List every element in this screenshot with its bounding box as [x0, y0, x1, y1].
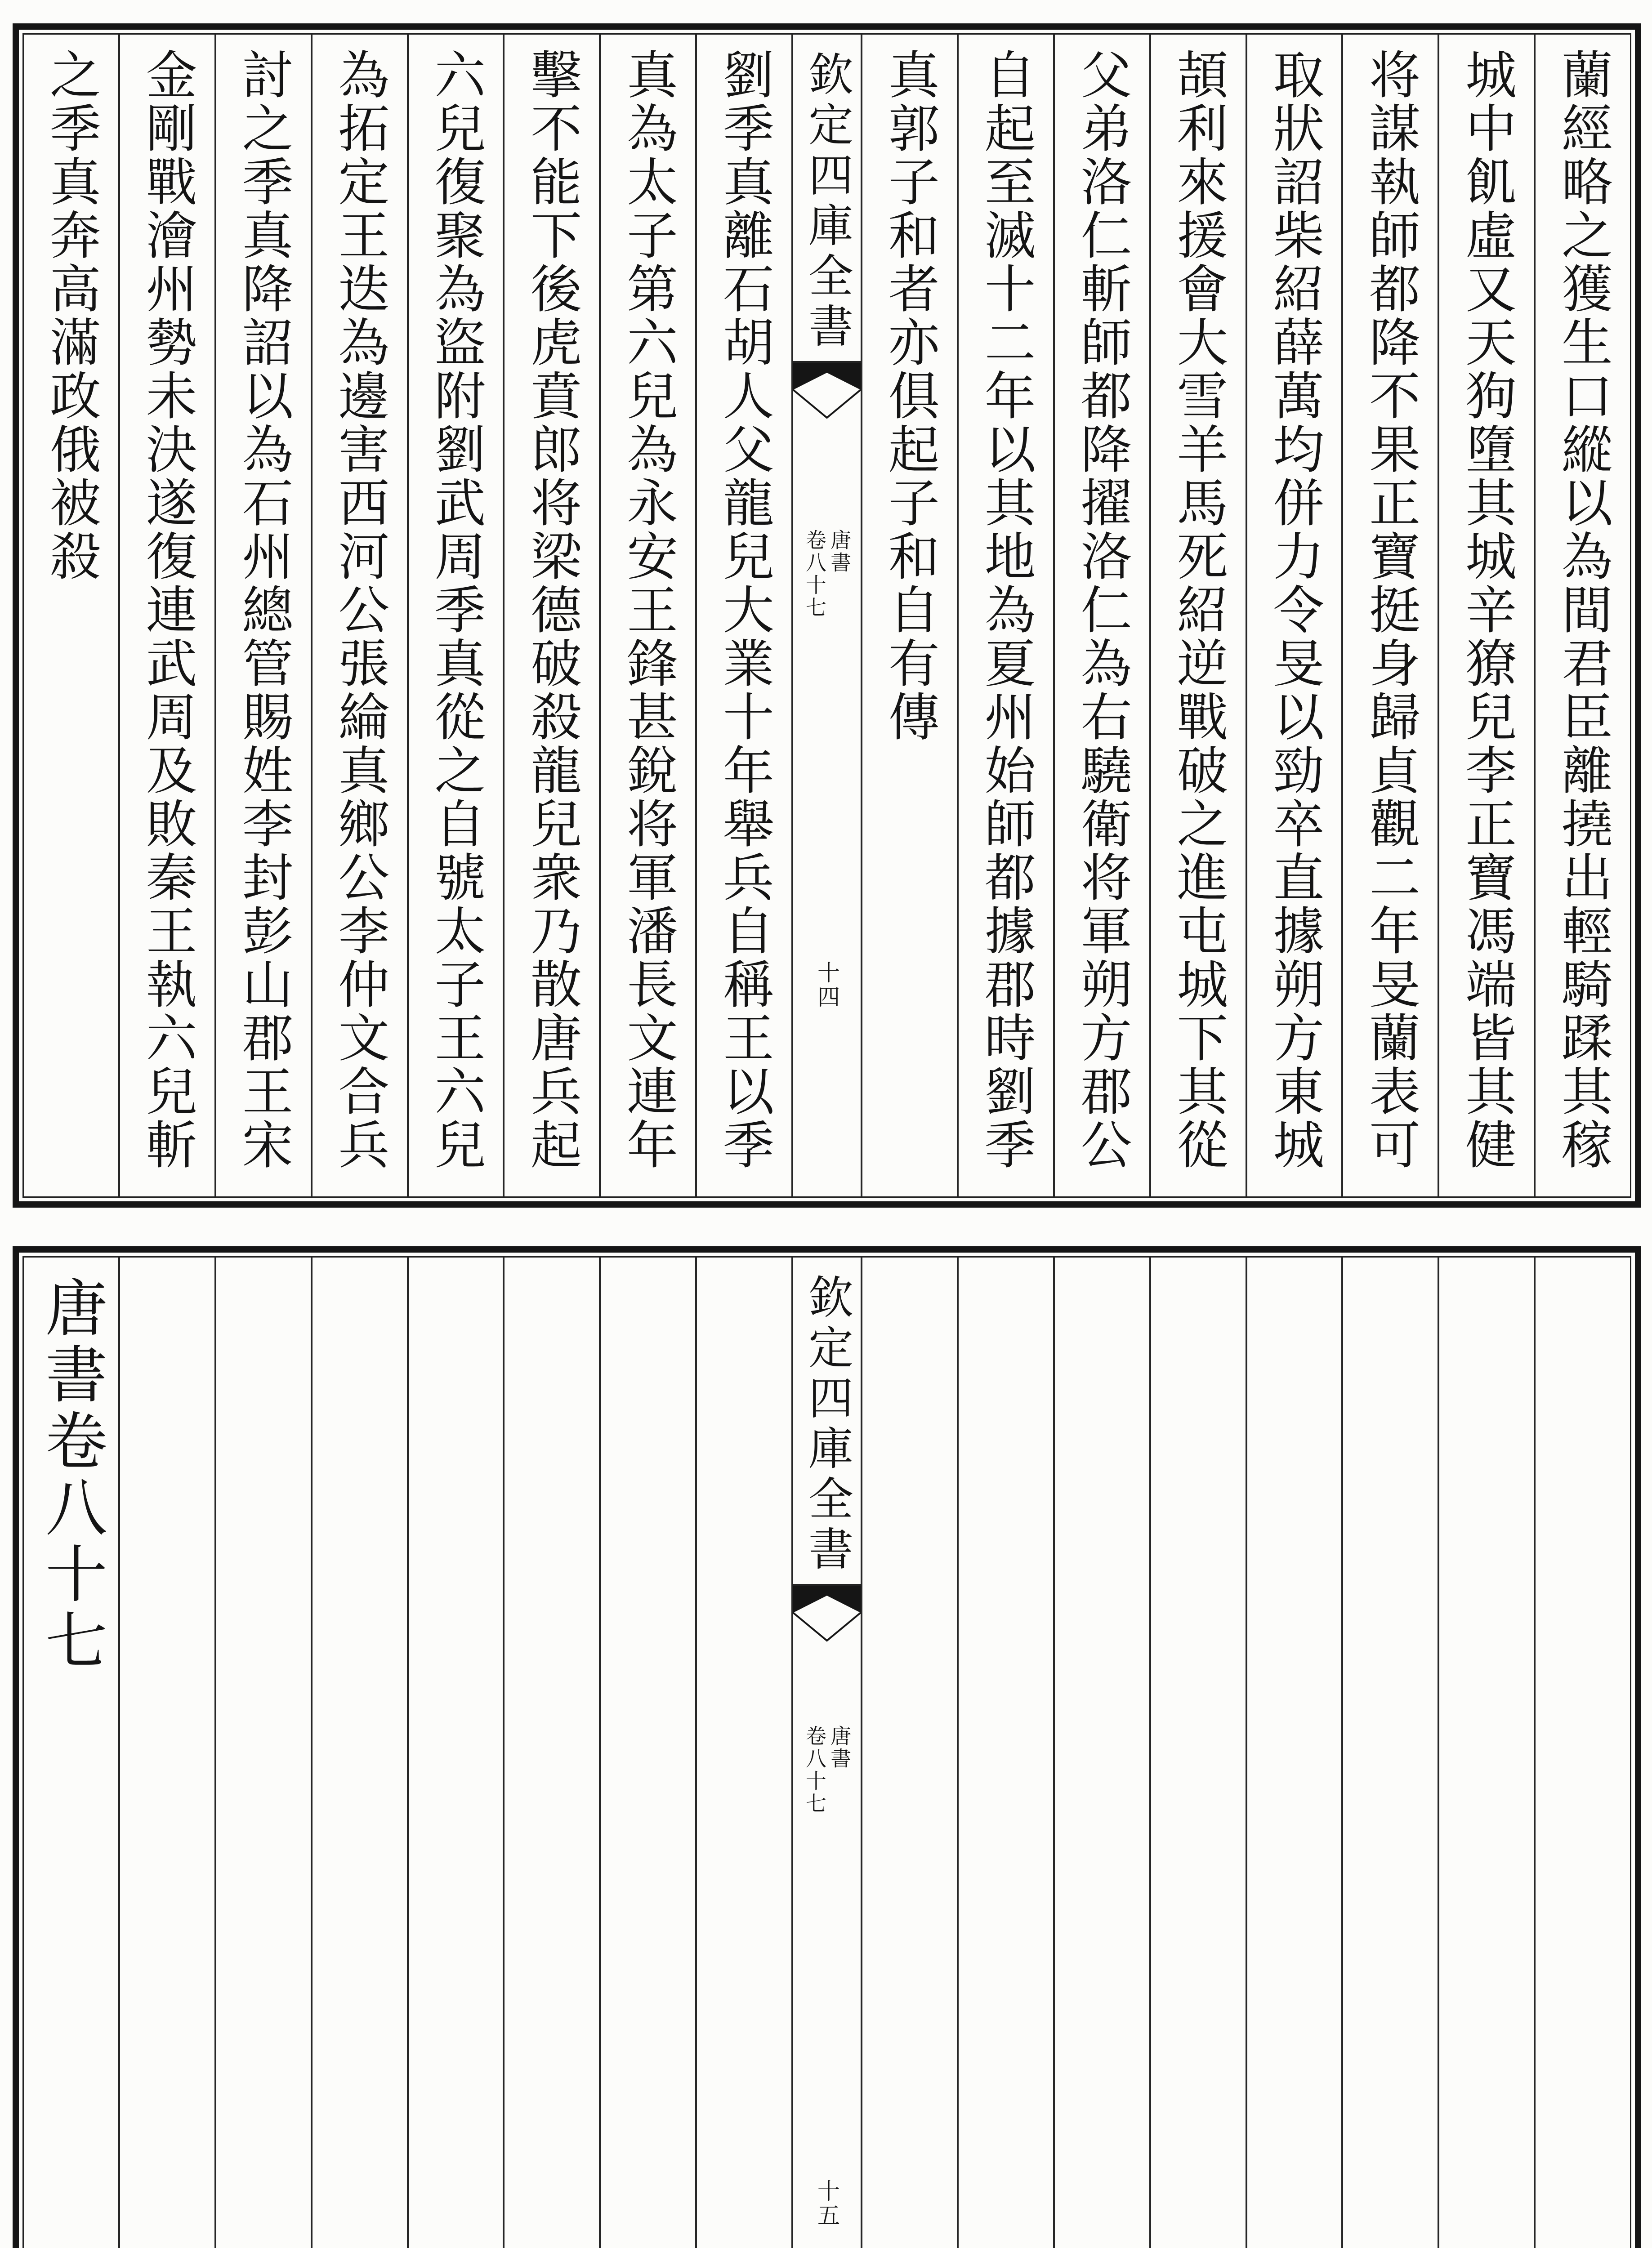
- empty-column: [1341, 1258, 1438, 2248]
- column-text: 蘭經略之獲生口縱以為間君臣離撓出輕騎蹂其稼: [1553, 48, 1613, 1172]
- upper-leaf-frame: [22, 33, 1631, 1198]
- banxin-book-title: 唐書: [827, 1725, 852, 1770]
- banxin-center-column: [791, 35, 861, 1196]
- column-text: 自起至滅十二年以其地為夏州始師都據郡時劉季: [976, 48, 1036, 1172]
- column-text: 父弟洛仁斬師都降擢洛仁為右驍衛将軍朔方郡公: [1072, 48, 1132, 1172]
- text-column: [1149, 35, 1246, 1196]
- text-column: [599, 35, 695, 1196]
- empty-column: [214, 1258, 311, 2248]
- text-column: [407, 35, 503, 1196]
- text-column: [311, 35, 407, 1196]
- column-text: 頡利來援會大雪羊馬死紹逆戰破之進屯城下其從: [1168, 48, 1228, 1172]
- empty-column: [1246, 1258, 1342, 2248]
- text-column: [1438, 35, 1534, 1196]
- folio-text: 十四: [814, 961, 840, 1009]
- banxin-center-column: [791, 1258, 861, 2248]
- empty-column: [407, 1258, 503, 2248]
- banxin-book-title: 唐書: [827, 529, 852, 574]
- column-text: 真為太子第六兒為永安王鋒甚銳将軍潘長文連年: [618, 48, 679, 1172]
- folio-text: 十五: [814, 2179, 840, 2228]
- text-column: [1341, 35, 1438, 1196]
- column-text: 擊不能下後虎賁郎将梁德破殺龍兒衆乃散唐兵起: [522, 48, 582, 1172]
- empty-column: [861, 1258, 957, 2248]
- column-text: 城中飢虛又天狗墮其城辛獠兒李正寶馮端皆其健: [1457, 48, 1517, 1172]
- text-column: [695, 35, 791, 1196]
- column-text: 之季真奔高滿政俄被殺: [41, 48, 101, 583]
- text-column: [957, 35, 1053, 1196]
- text-column: [1053, 35, 1149, 1196]
- empty-column: [1438, 1258, 1534, 2248]
- fishtail-ornament-icon: [793, 1586, 861, 1653]
- column-text: 劉季真離石胡人父龍兒大業十年舉兵自稱王以季: [714, 48, 774, 1172]
- banxin-title: 欽定四庫全書: [801, 51, 853, 353]
- upper-leaf: [13, 23, 1641, 1208]
- empty-column: [599, 1258, 695, 2248]
- text-column: [1246, 35, 1342, 1196]
- empty-column: [118, 1258, 214, 2248]
- banxin-folio-number: [793, 961, 861, 1009]
- column-text: 討之季真降詔以為石州總管賜姓李封彭山郡王宋: [233, 48, 294, 1172]
- banxin-book-info: [793, 1725, 861, 1815]
- banxin-title-box: [793, 41, 861, 363]
- text-column: [214, 35, 311, 1196]
- column-text: 金剛戰澮州勢未決遂復連武周及敗秦王執六兒斬: [137, 48, 197, 1172]
- empty-column: [695, 1258, 791, 2248]
- banxin-title-box: [793, 1264, 861, 1586]
- text-column: [118, 35, 214, 1196]
- text-column: [24, 35, 118, 1196]
- column-text: 将謀執師都降不果正寶挺身歸貞觀二年旻蘭表可: [1361, 48, 1421, 1172]
- empty-column: [1534, 1258, 1630, 2248]
- text-column: [503, 35, 599, 1196]
- empty-column: [957, 1258, 1053, 2248]
- banxin-juan-number: 卷八十七: [803, 1725, 827, 1815]
- column-text: 真郭子和者亦俱起子和自有傳: [880, 48, 940, 744]
- column-text: 取狀詔柴紹薛萬均併力令旻以勁卒直據朔方東城: [1264, 48, 1325, 1172]
- end-title-column: [24, 1258, 118, 2248]
- empty-column: [1053, 1258, 1149, 2248]
- lower-leaf-frame: [22, 1256, 1631, 2248]
- juan-end-title: 唐書卷八十七: [35, 1276, 107, 1675]
- empty-column: [503, 1258, 599, 2248]
- column-text: 為拓定王迭為邊害西河公張綸真鄉公李仲文合兵: [330, 48, 390, 1172]
- text-column: [861, 35, 957, 1196]
- banxin-folio-number: [793, 2179, 861, 2228]
- banxin-juan-number: 卷八十七: [803, 529, 827, 619]
- empty-column: [1149, 1258, 1246, 2248]
- fishtail-ornament-icon: [793, 363, 861, 430]
- column-text: 六兒復聚為盜附劉武周季真從之自號太子王六兒: [426, 48, 486, 1172]
- banxin-book-info: [793, 529, 861, 619]
- lower-leaf: [13, 1246, 1641, 2248]
- text-column: [1534, 35, 1630, 1196]
- empty-column: [311, 1258, 407, 2248]
- banxin-title: 欽定四庫全書: [801, 1274, 853, 1576]
